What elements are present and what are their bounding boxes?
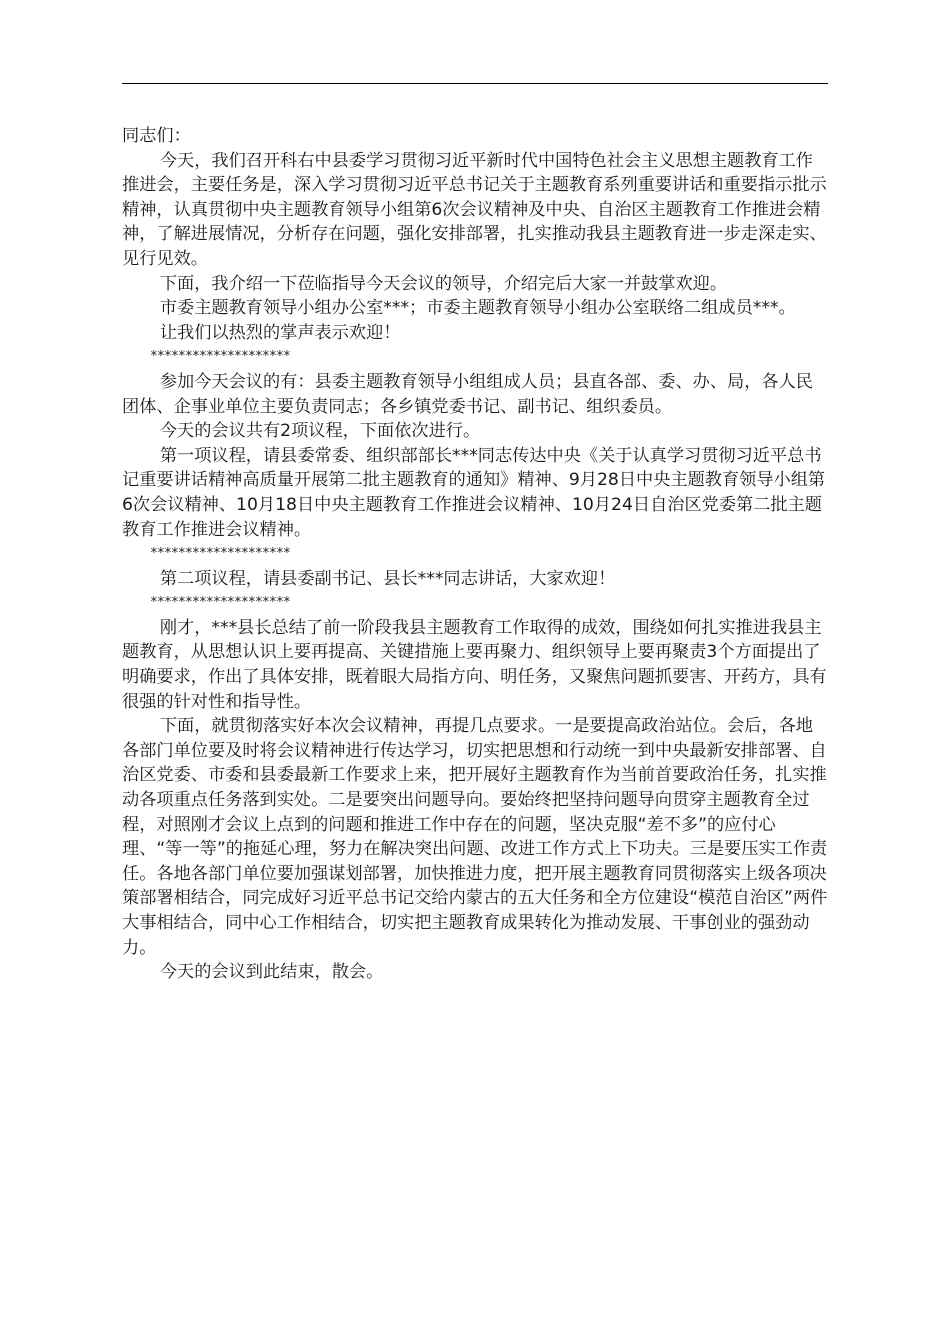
paragraph-leaders-list: 市委主题教育领导小组办公室***；市委主题教育领导小组办公室联络二组成员***。 xyxy=(159,298,796,319)
paragraph-agenda-item-2: 第二项议程，请县委副书记、县长***同志讲话，大家欢迎！ xyxy=(159,568,616,589)
separator-stars: ******************** xyxy=(150,595,291,611)
salutation: 同志们： xyxy=(122,126,191,146)
paragraph-requirements: 下面，就贯彻落实好本次会议精神，再提几点要求。一是要提高政治站位。会后，各地各部门单位要及时将会议精神进行传达学习，切实把思想和行动统一到中央最新安排部署、自治区党委、市委和县委最新工作要求上来，把开展好主题教育作为当前首要政治任务，扎实推动各项重点任务落到实处。二是要突出问题导向。要始终把坚持问题导向贯穿主题教育全过程，对照刚才会议上点到的问题和推进工作中存在的问题，坚决克服“差不多”的应付心理、“等一等”的拖延心理，努力在解决突出问题、改进工作方式上下功夫。三是要压实工作责任。各地各部门单位要加强谋划部署，加快推进力度，把开展主题教育同贯彻落实上级各项决策部署相结合，同完成好习近平总书记交给内蒙古的五大任务和全方位建设“模范自治区”两件大事相结合，同中心工作相结合，切实把主题教育成果转化为推动发展、干事创业的强劲动力。 xyxy=(122,716,828,958)
paragraph-agenda-count: 今天的会议共有2项议程，下面依次进行。 xyxy=(159,421,481,442)
header-rule xyxy=(122,83,828,84)
separator-stars: ******************** xyxy=(150,546,291,562)
paragraph-attendees: 参加今天会议的有：县委主题教育领导小组组成人员；县直各部、委、办、局，各人民团体、企事业单位主要负责同志；各乡镇党委书记、副书记、组织委员。 xyxy=(122,371,813,417)
paragraph-welcome: 让我们以热烈的掌声表示欢迎！ xyxy=(159,322,401,343)
paragraph-introduce-leaders: 下面，我介绍一下莅临指导今天会议的领导，介绍完后大家一并鼓掌欢迎。 xyxy=(159,273,728,294)
paragraph-agenda-item-1: 第一项议程，请县委常委、组织部部长***同志传达中央《关于认真学习贯彻习近平总书记重要讲话精神高质量开展第二批主题教育的通知》精神、9月28日中央主题教育领导小组第6次会议精神、10月18日中央主题教育工作推进会议精神、10月24日自治区党委第二批主题教育工作推进会议精神。 xyxy=(122,445,826,540)
paragraph-closing: 今天的会议到此结束，散会。 xyxy=(159,962,384,983)
paragraph-opening: 今天，我们召开科右中县委学习贯彻习近平新时代中国特色社会主义思想主题教育工作推进会，主要任务是，深入学习贯彻习近平总书记关于主题教育系列重要讲话和重要指示批示精神，认真贯彻中央主题教育领导小组第6次会议精神及中央、自治区主题教育工作推进会精神，了解进展情况，分析存在问题，强化安排部署，扎实推动我县主题教育进一步走深走实、见行见效。 xyxy=(122,150,827,269)
separator-stars: ******************** xyxy=(150,349,291,365)
paragraph-summary: 刚才，***县长总结了前一阶段我县主题教育工作取得的成效，围绕如何扎实推进我县主题教育，从思想认识上要再提高、关键措施上要再聚力、组织领导上要再聚责3个方面提出了明确要求，作出了具体安排，既着眼大局指方向、明任务，又聚焦问题抓要害、开药方，具有很强的针对性和指导性。 xyxy=(122,617,827,712)
document-body xyxy=(122,124,830,985)
